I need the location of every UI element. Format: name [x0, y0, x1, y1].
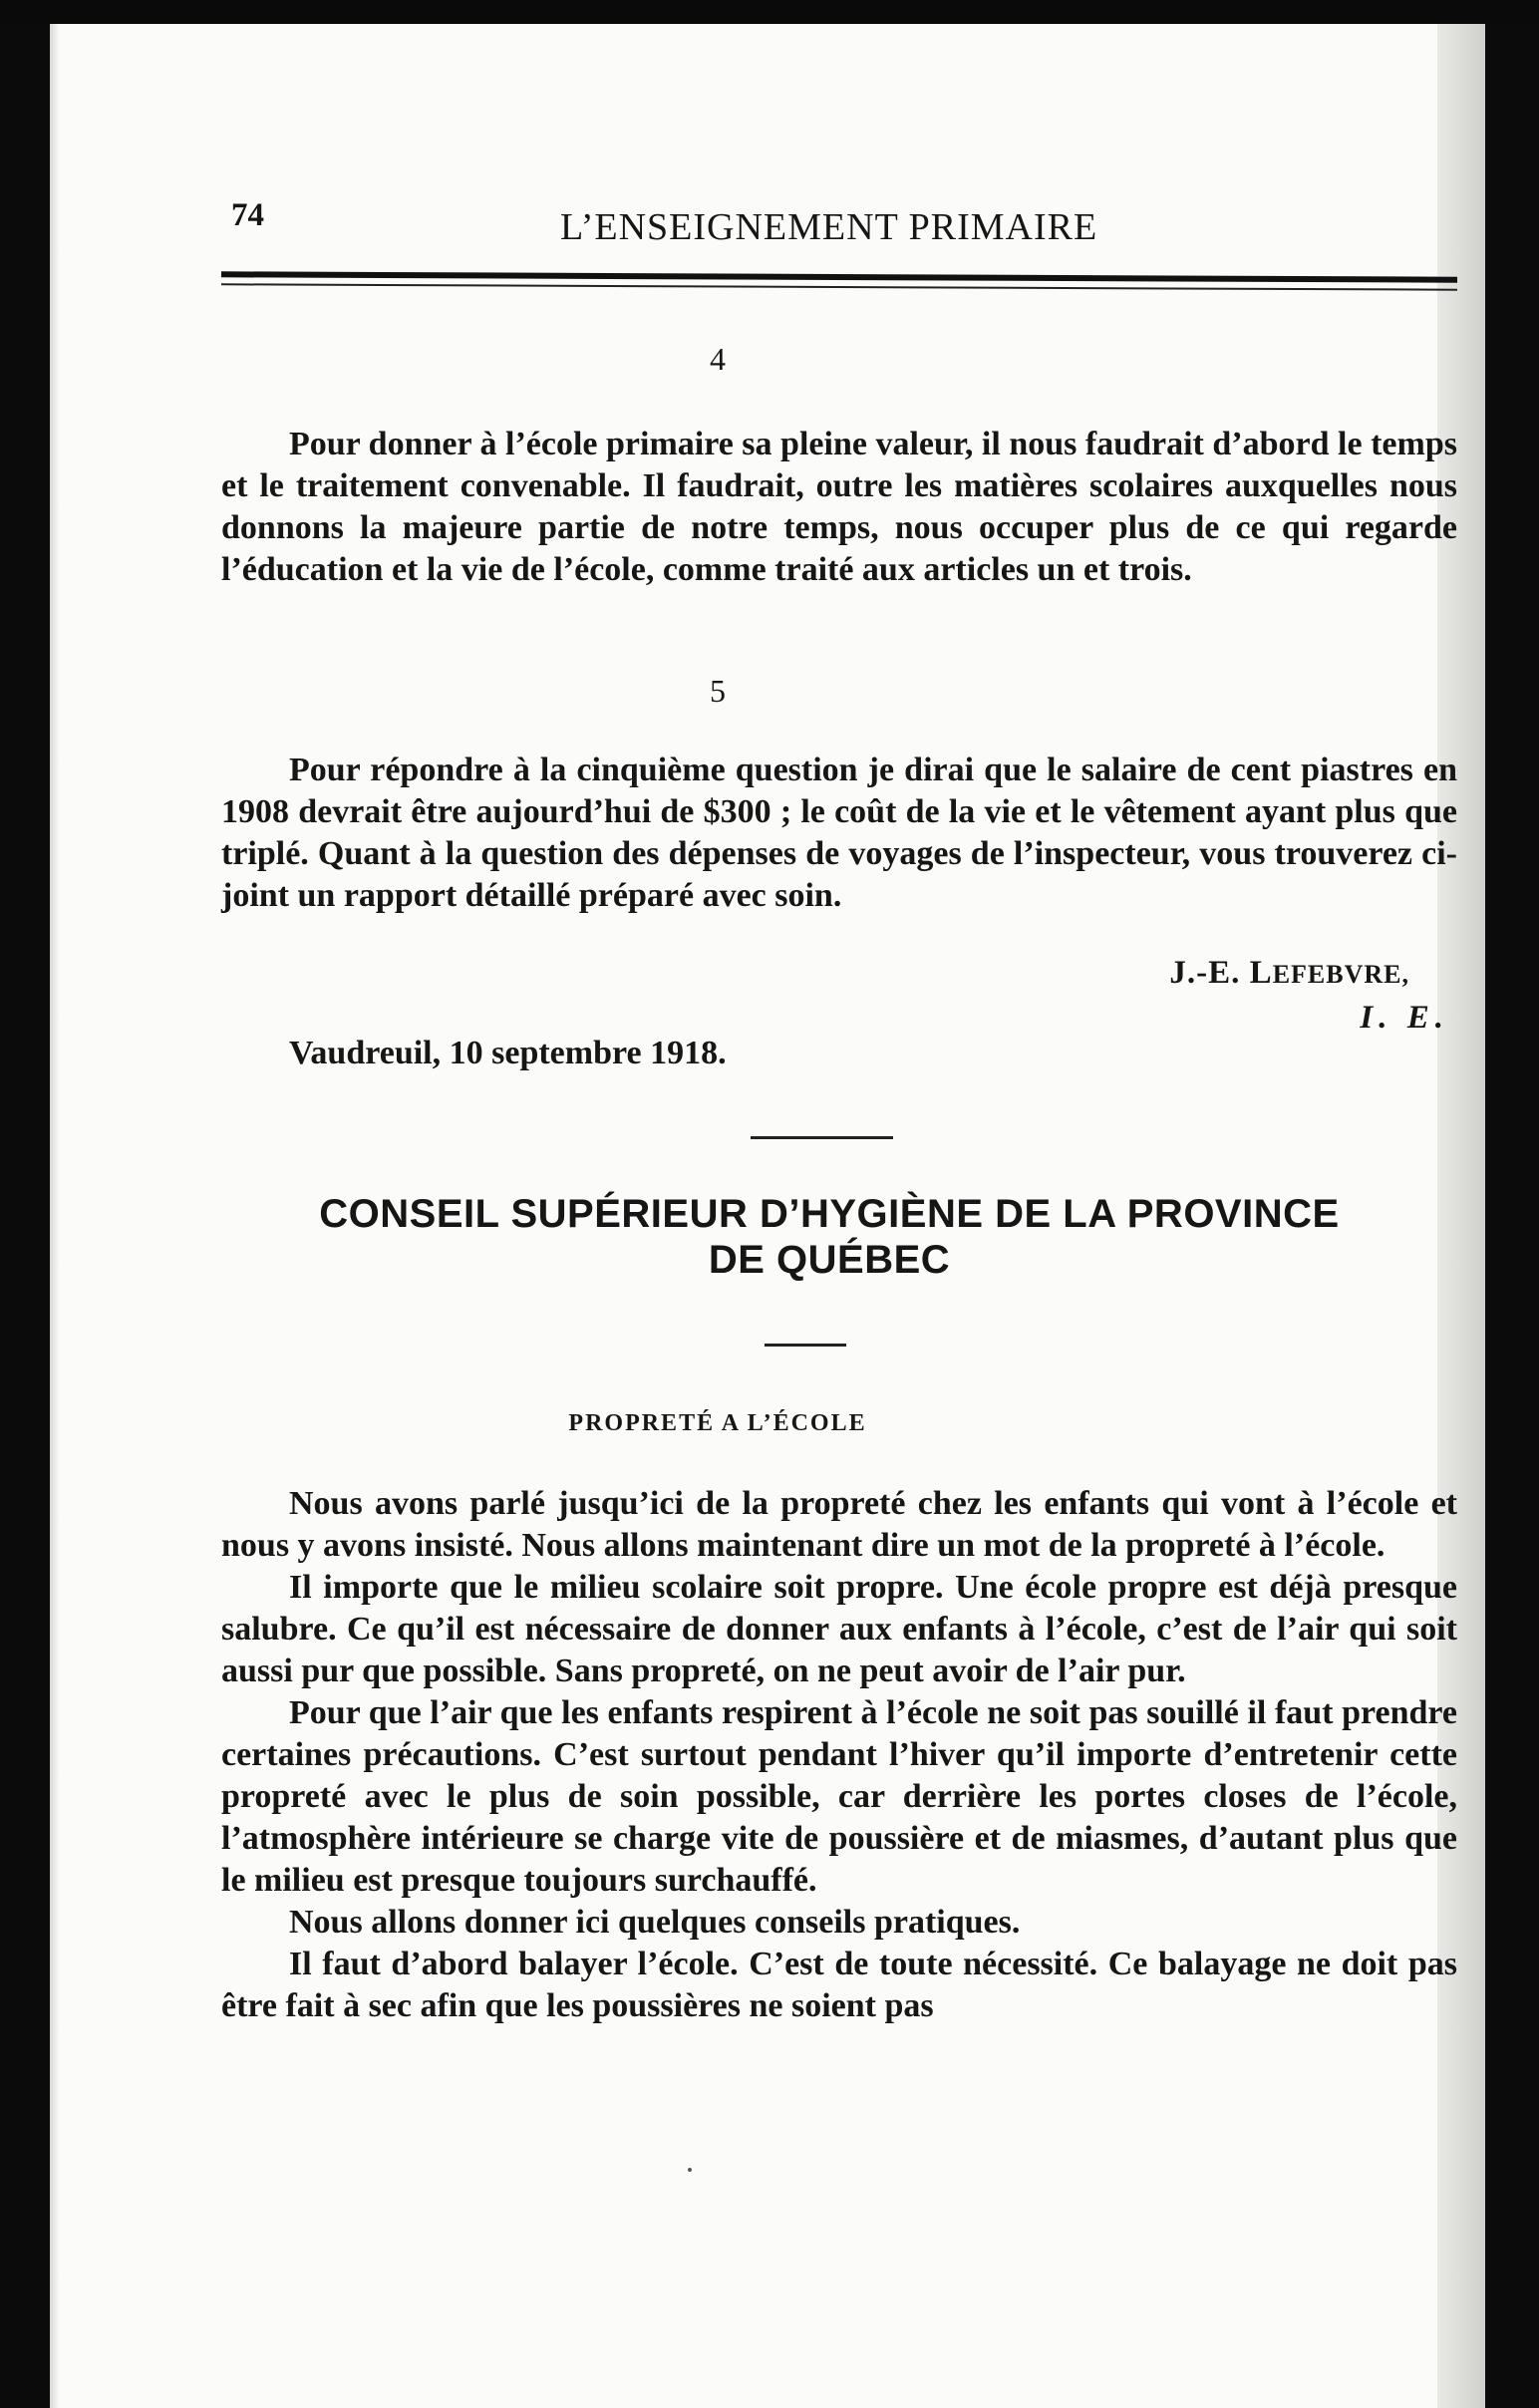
- article-body: [221, 1483, 1457, 2027]
- signature-name: [1169, 955, 1409, 992]
- section-number-4: 4: [710, 341, 726, 377]
- print-speck: [688, 2168, 692, 2172]
- page-number: 74: [231, 197, 264, 233]
- article-heading-line-2: DE QUÉBEC: [708, 1238, 951, 1282]
- section-5-paragraph: Pour répondre à la cinquième question je dirai que le salaire de cent piastres en 1908 devrait être aujourd’hui de $300 ; le coût de la vie et le vêtement ayant plus que triplé. Quant à la question des dépenses de voyages de l’inspecteur, vous trouverez ci-joint un rapport détaillé préparé avec soin.: [221, 752, 1457, 914]
- date-line: Vaudreuil, 10 septembre 1918.: [289, 1035, 727, 1071]
- signature-surname: EFEBVRE,: [1272, 960, 1409, 989]
- separator-rule-short: [765, 1344, 846, 1347]
- page-binding-shadow: [1437, 24, 1485, 2408]
- article-paragraph: Pour que l’air que les enfants respirent à l’école ne soit pas souillé il faut prendre certaines précautions. C’est surtout pendant l’hiver qu’il importe d’entretenir cette propreté avec le plus de soin possible, car derrière les portes closes de l’école, l’atmosphère intérieure se charge vite de poussière et de miasmes, d’autant plus que le milieu est presque toujours surchauffé.: [221, 1694, 1457, 1899]
- separator-rule: [751, 1136, 893, 1139]
- signature-initials: J.-E. L: [1169, 955, 1273, 991]
- section-4-paragraph: Pour donner à l’école primaire sa pleine valeur, il nous faudrait d’abord le temps et le traitement convenable. Il faudrait, outre les matières scolaires auxquelles nous donnons la majeure partie de notre temps, nous occuper plus de ce qui regarde l’éducation et la vie de l’école, comme traité aux articles un et trois.: [221, 426, 1457, 588]
- article-paragraph: Nous avons parlé jusqu’ici de la propreté chez les enfants qui vont à l’école et nous y avons insisté. Nous allons maintenant dire un mot de la propreté à l’école.: [221, 1485, 1457, 1564]
- scan-top-border: [0, 0, 1539, 26]
- article-heading-line-1: CONSEIL SUPÉRIEUR D’HYGIÈNE DE LA PROVINCE: [319, 1192, 1340, 1236]
- article-paragraph: Nous allons donner ici quelques conseils pratiques.: [289, 1904, 1021, 1941]
- article-paragraph: Il importe que le milieu scolaire soit propre. Une école propre est déjà presque salubre. Ce qu’il est nécessaire de donner aux enfants à l’école, c’est de l’air qui soit aussi pur que possible. Sans propreté, on ne peut avoir de l’air pur.: [221, 1569, 1457, 1689]
- page-left-edge: [50, 24, 60, 2408]
- page-header: [231, 197, 1455, 257]
- section-5-text: [221, 750, 1457, 917]
- section-number-5: 5: [710, 673, 726, 709]
- signature-title: I. E.: [1360, 1000, 1449, 1036]
- article-subheading: PROPRETÉ A L’ÉCOLE: [568, 1410, 867, 1436]
- article-paragraph: Il faut d’abord balayer l’école. C’est de toute nécessité. Ce balayage ne doit pas être fait à sec afin que les poussières ne soient pas: [221, 1946, 1457, 2024]
- article-heading: [221, 1191, 1437, 1283]
- running-title: L’ENSEIGNEMENT PRIMAIRE: [560, 206, 1098, 248]
- section-4-text: [221, 424, 1457, 591]
